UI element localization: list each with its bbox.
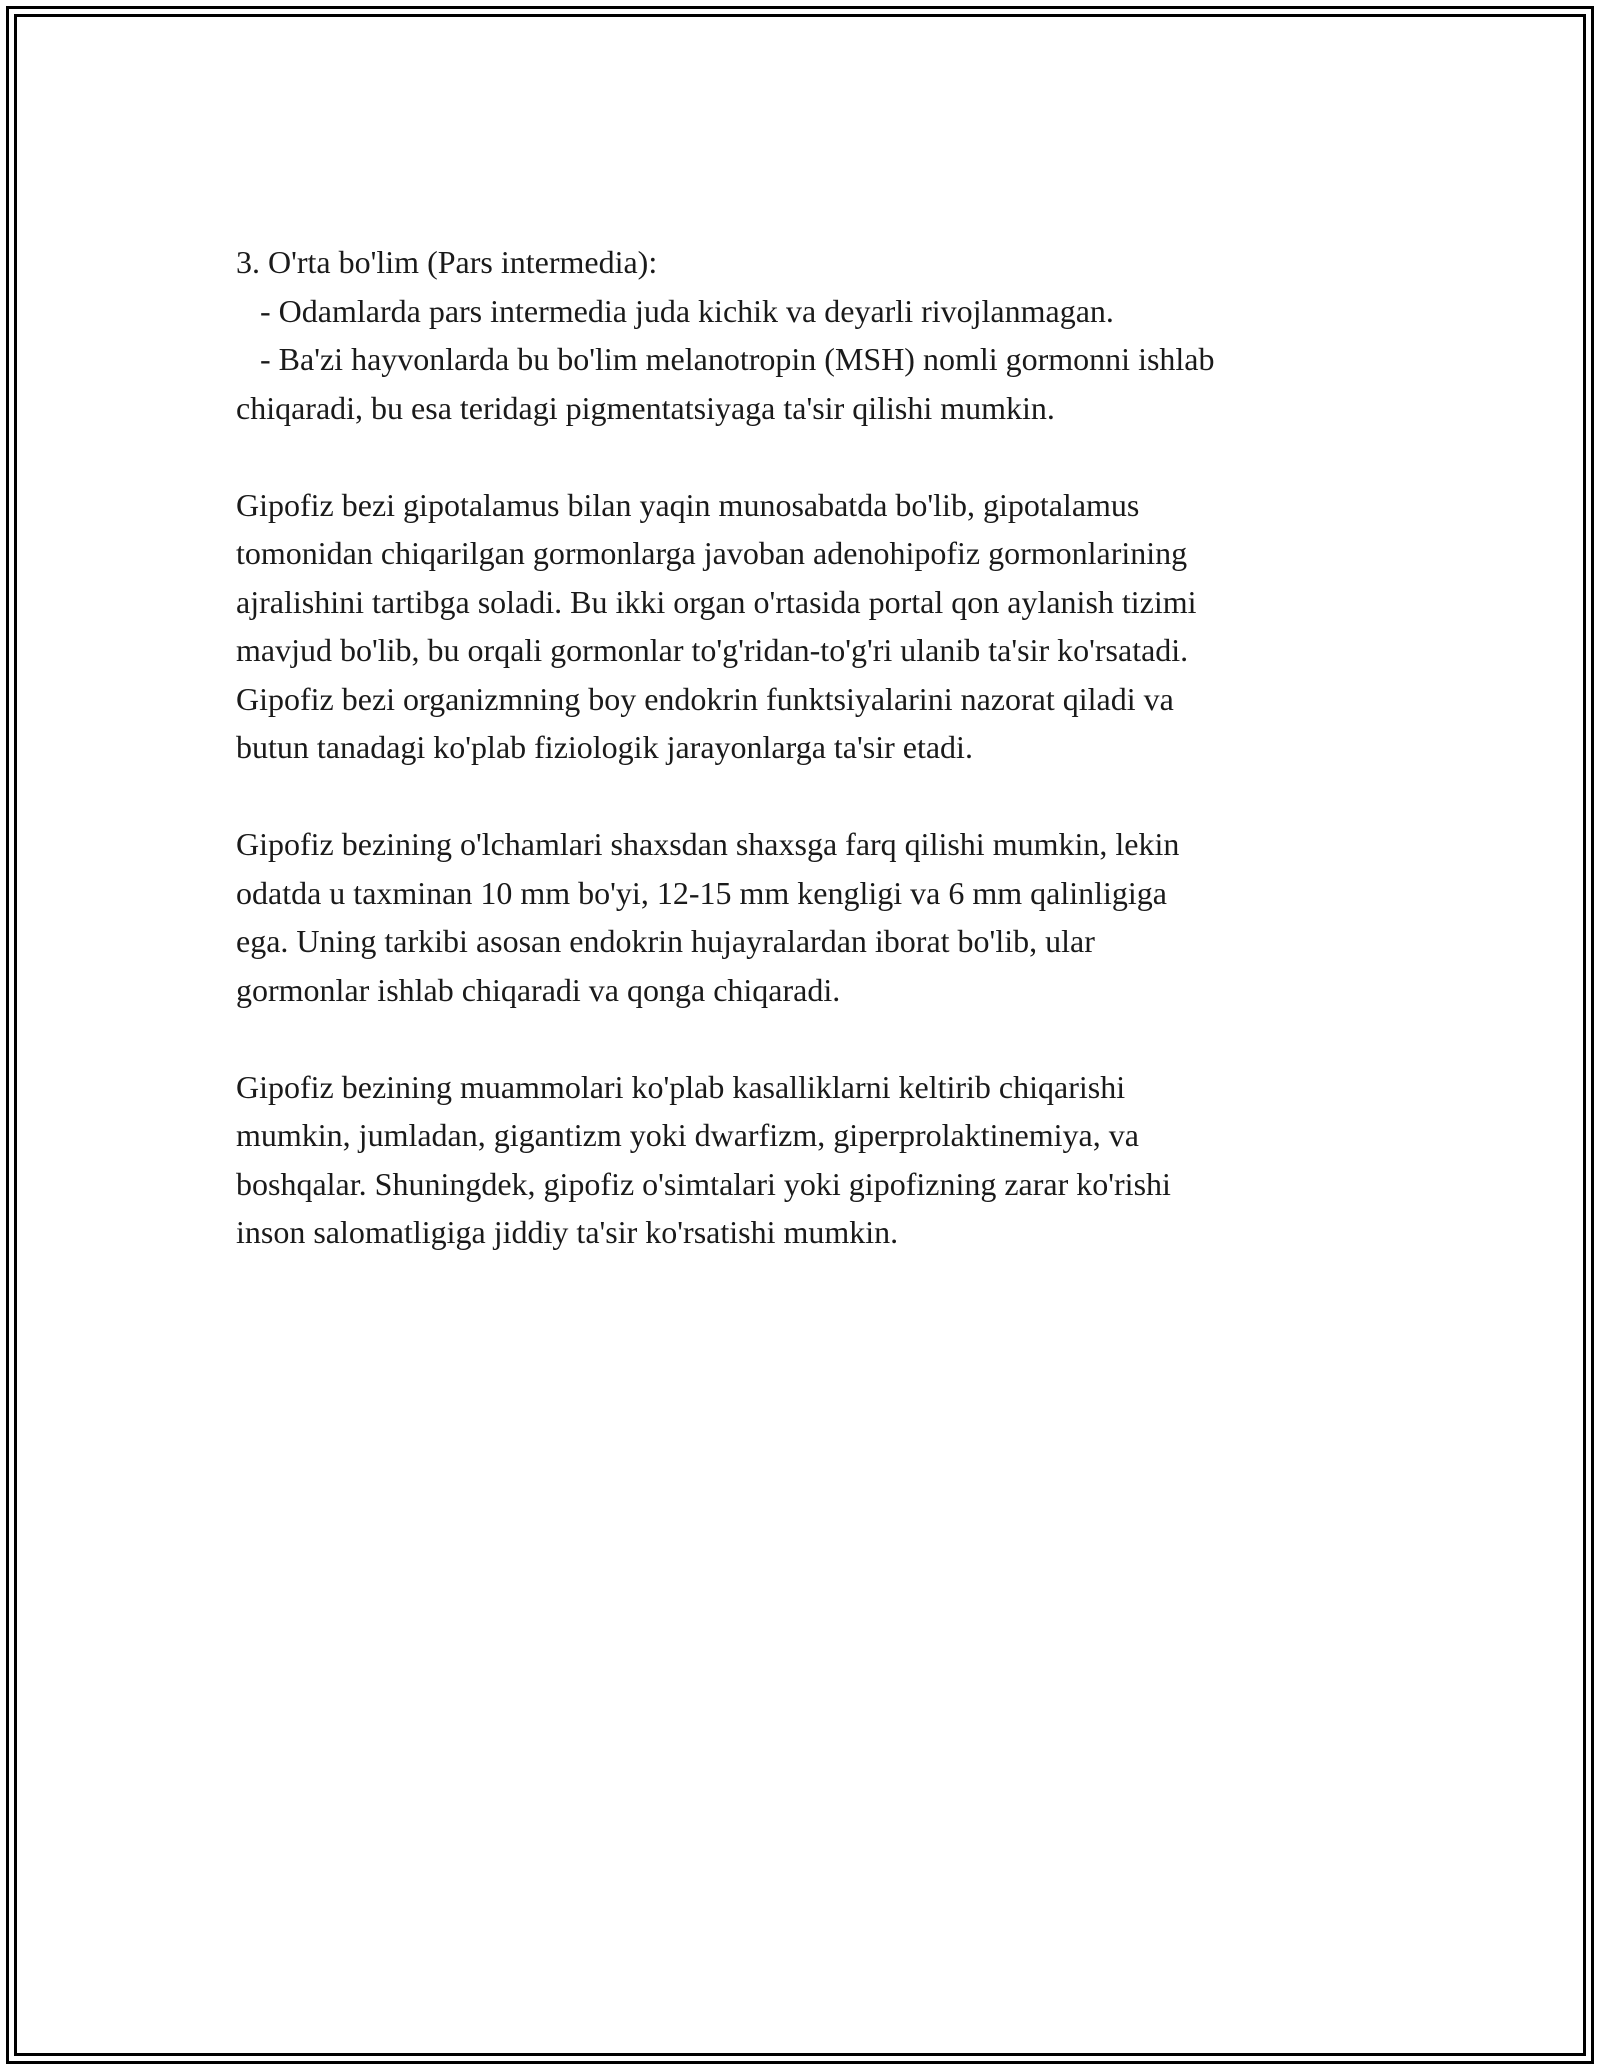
section-heading: 3. O'rta bo'lim (Pars intermedia): <box>236 244 658 280</box>
paragraph-line: Gipofiz bezining muammolari ko'plab kasalliklarni keltirib chiqarishi <box>236 1068 1126 1105</box>
document-body <box>236 238 1376 1257</box>
paragraph-line: butun tanadagi ko'plab fiziologik jarayonlarga ta'sir etadi. <box>236 729 973 765</box>
paragraph-line: Gipofiz bezi organizmning boy endokrin funktsiyalarini nazorat qiladi va <box>236 680 1174 717</box>
paragraph-line: inson salomatligiga jiddiy ta'sir ko'rsatishi mumkin. <box>236 1214 899 1250</box>
bullet-continuation: chiqaradi, bu esa teridagi pigmentatsiyaga ta'sir qilishi mumkin. <box>236 389 1055 426</box>
paragraph-pituitary-disorders <box>236 1063 1376 1257</box>
paragraph-line: gormonlar ishlab chiqaradi va qonga chiqaradi. <box>236 971 841 1008</box>
paragraph-spacer <box>236 1014 1376 1063</box>
paragraph-spacer <box>236 432 1376 481</box>
paragraph-pituitary-hypothalamus <box>236 481 1376 772</box>
paragraph-line: boshqalar. Shuningdek, gipofiz o'simtalari yoki gipofizning zarar ko'rishi <box>236 1165 1171 1202</box>
paragraph-line: odatda u taxminan 10 mm bo'yi, 12-15 mm kengligi va 6 mm qalinligiga <box>236 874 1167 911</box>
bullet-item: - Odamlarda pars intermedia juda kichik va deyarli rivojlanmagan. <box>236 292 1114 329</box>
paragraph-line: mumkin, jumladan, gigantizm yoki dwarfizm, giperprolaktinemiya, va <box>236 1117 1139 1153</box>
paragraph-line: Gipofiz bezining o'lchamlari shaxsdan shaxsga farq qilishi mumkin, lekin <box>236 826 1180 862</box>
paragraph-line: mavjud bo'lib, bu orqali gormonlar to'g'ridan-to'g'ri ulanib ta'sir ko'rsatadi. <box>236 632 1189 668</box>
paragraph-line: tomonidan chiqarilgan gormonlarga javoban adenohipofiz gormonlarining <box>236 535 1188 571</box>
paragraph-pituitary-size <box>236 820 1376 1014</box>
paragraph-spacer <box>236 772 1376 821</box>
paragraph-line: ajralishini tartibga soladi. Bu ikki organ o'rtasida portal qon aylanish tizimi <box>236 583 1197 620</box>
paragraph-line: ega. Uning tarkibi asosan endokrin hujayralardan iborat bo'lib, ular <box>236 923 1095 959</box>
paragraph-line: Gipofiz bezi gipotalamus bilan yaqin munosabatda bo'lib, gipotalamus <box>236 486 1140 523</box>
bullet-item: - Ba'zi hayvonlarda bu bo'lim melanotropin (MSH) nomli gormonni ishlab <box>236 341 1215 377</box>
